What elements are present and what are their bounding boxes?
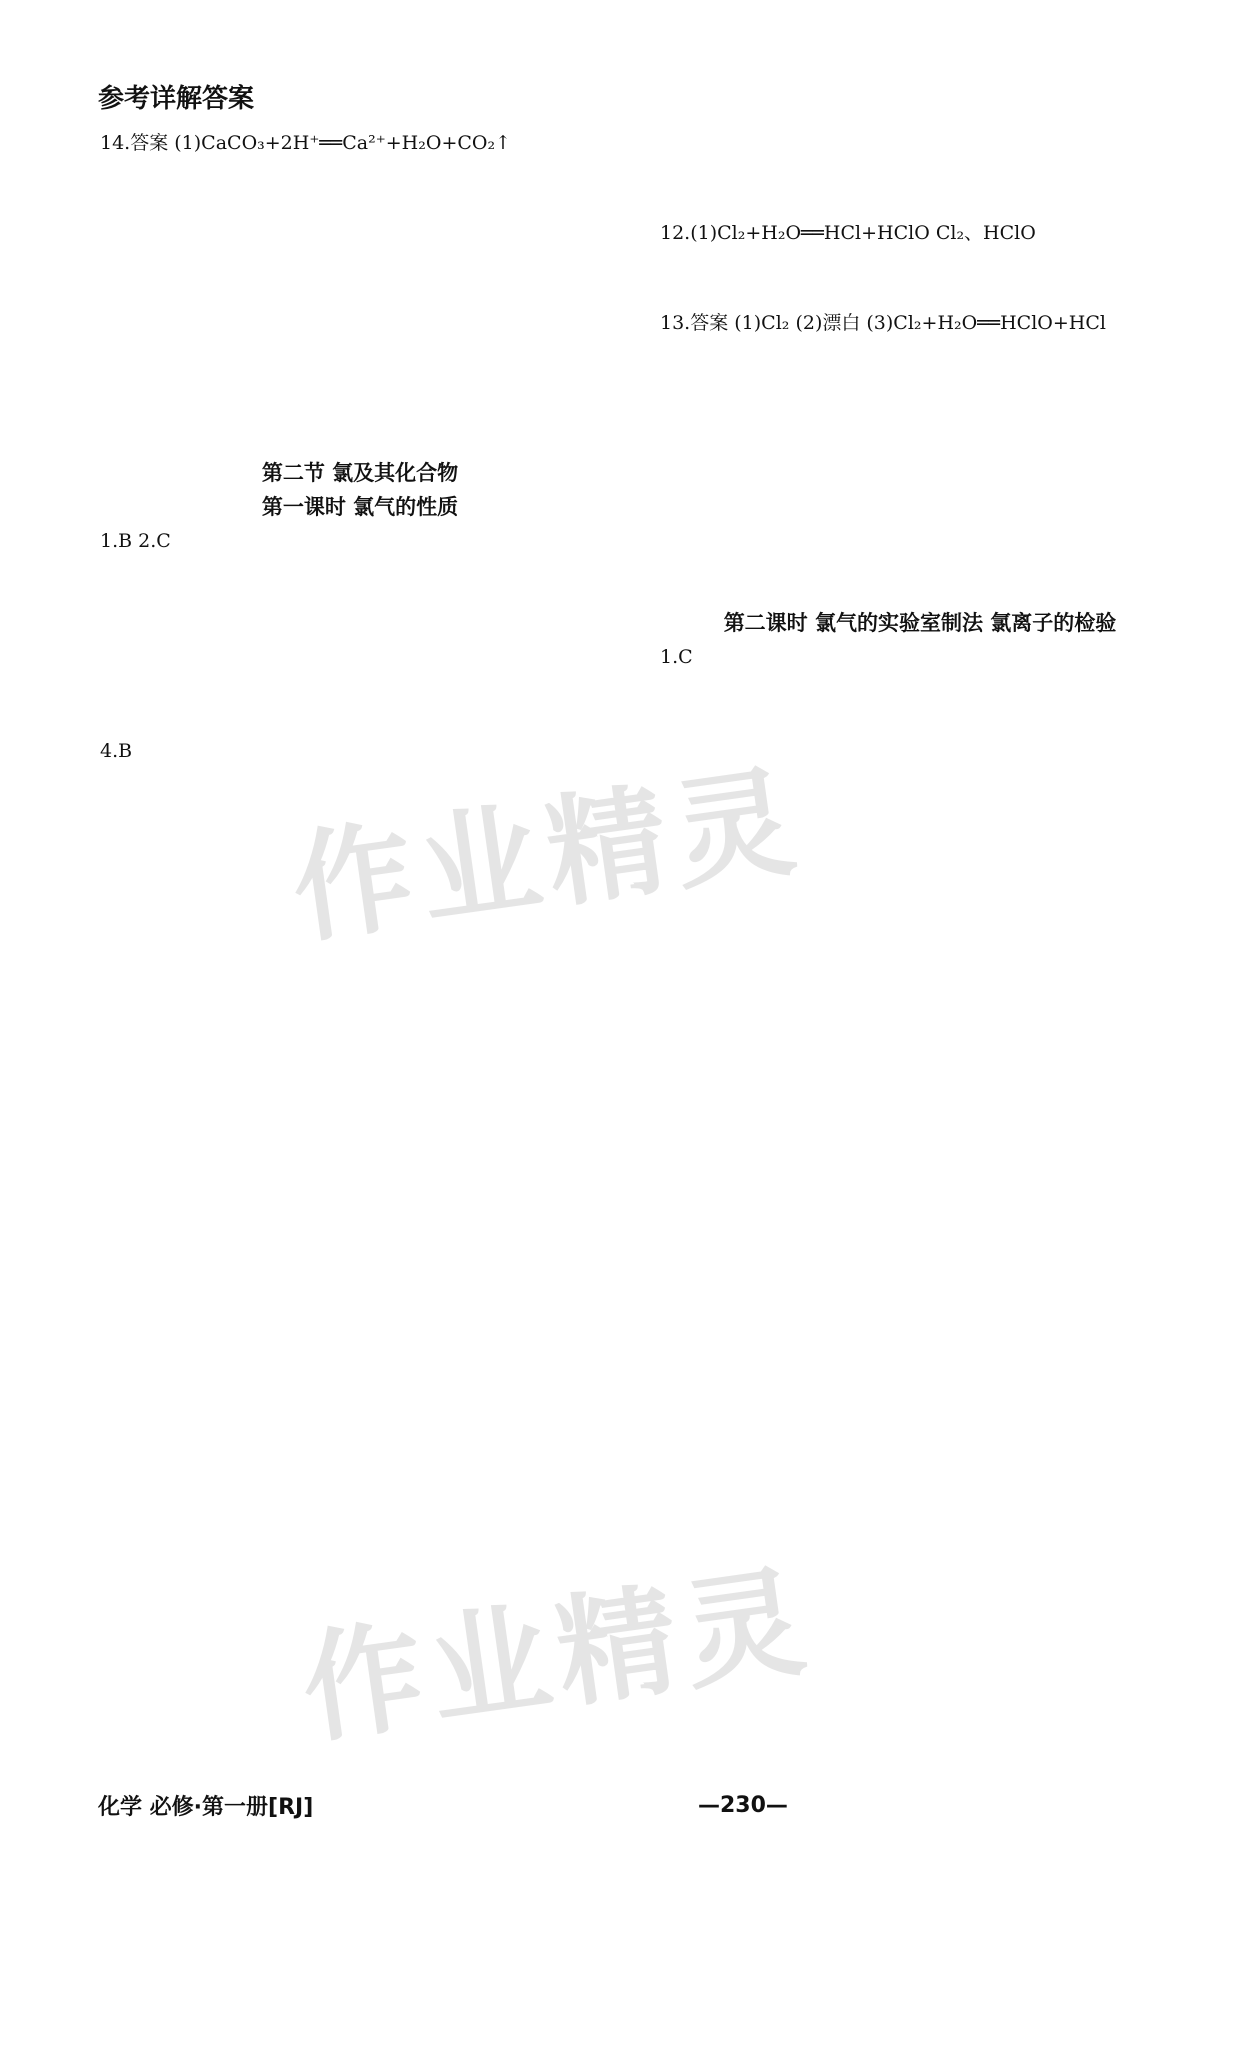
answer-line bbox=[100, 1456, 620, 1486]
answer-line bbox=[660, 188, 1180, 218]
answer-line bbox=[660, 128, 1180, 158]
page-footer bbox=[98, 1790, 1158, 1821]
answer-line bbox=[660, 1272, 1180, 1302]
answer-line bbox=[660, 1722, 1180, 1752]
answer-line bbox=[100, 706, 620, 736]
answer-line bbox=[100, 1516, 620, 1546]
answer-line bbox=[100, 1486, 620, 1516]
answer-line bbox=[100, 428, 620, 458]
answer-line bbox=[660, 1182, 1180, 1212]
answer-line bbox=[660, 1002, 1180, 1032]
answer-line bbox=[100, 1096, 620, 1126]
answer-line bbox=[100, 1876, 620, 1906]
answer-line bbox=[660, 1962, 1180, 1992]
answer-line bbox=[660, 518, 1180, 548]
answer-line bbox=[660, 1482, 1180, 1512]
answer-line bbox=[660, 942, 1180, 972]
answer-line bbox=[100, 1366, 620, 1396]
answer-line bbox=[100, 1396, 620, 1426]
answer-line bbox=[660, 398, 1180, 428]
answer-line bbox=[100, 1936, 620, 1966]
right-column bbox=[660, 128, 1180, 2022]
answer-line bbox=[100, 1126, 620, 1156]
answer-line bbox=[100, 1276, 620, 1306]
answer-line bbox=[660, 912, 1180, 942]
answer-line bbox=[100, 2026, 620, 2056]
answer-line bbox=[100, 616, 620, 646]
answer-line: 13.答案 (1)Cl₂ (2)漂白 (3)Cl₂+H₂O══HClO+HCl bbox=[660, 312, 1106, 334]
answer-line bbox=[100, 218, 620, 248]
answer-line bbox=[660, 248, 1180, 278]
answer-line bbox=[660, 1332, 1180, 1362]
answer-line bbox=[660, 1992, 1180, 2022]
answer-line bbox=[660, 1392, 1180, 1422]
answer-line bbox=[100, 586, 620, 616]
answer-line bbox=[100, 1756, 620, 1786]
answer-line bbox=[660, 1422, 1180, 1452]
answer-line bbox=[660, 1302, 1180, 1332]
answer-line bbox=[660, 278, 1180, 308]
answer-line: 14.答案 (1)CaCO₃+2H⁺══Ca²⁺+H₂O+CO₂↑ bbox=[100, 132, 512, 154]
footer-subject: 化学 必修·第一册[RJ] bbox=[98, 1795, 314, 1820]
answer-line bbox=[100, 248, 620, 278]
answer-line bbox=[100, 398, 620, 428]
answer-line bbox=[100, 1246, 620, 1276]
answer-line bbox=[100, 308, 620, 338]
answer-line bbox=[100, 158, 620, 188]
page-header-title: 参考详解答案 bbox=[98, 84, 255, 114]
answer-line: 4.B bbox=[100, 740, 133, 762]
answer-line bbox=[660, 1122, 1180, 1152]
answer-line bbox=[660, 428, 1180, 458]
answer-line bbox=[100, 1036, 620, 1066]
answer-line bbox=[660, 1932, 1180, 1962]
watermark: 作业精灵 bbox=[284, 751, 811, 961]
answer-line bbox=[660, 1212, 1180, 1242]
answer-line bbox=[660, 548, 1180, 578]
answer-line bbox=[100, 976, 620, 1006]
answer-line bbox=[660, 1452, 1180, 1482]
answer-line bbox=[100, 1306, 620, 1336]
section-heading: 第二节 氯及其化合物 bbox=[261, 461, 459, 485]
answer-line bbox=[100, 1066, 620, 1096]
answer-line bbox=[660, 1362, 1180, 1392]
answer-line bbox=[100, 1006, 620, 1036]
answer-line: 1.C bbox=[660, 646, 693, 668]
answer-line bbox=[660, 702, 1180, 732]
answer-line bbox=[660, 1092, 1180, 1122]
answer-line bbox=[660, 672, 1180, 702]
answer-line bbox=[100, 188, 620, 218]
answer-line bbox=[100, 1156, 620, 1186]
answer-line: 1.B 2.C bbox=[100, 530, 171, 552]
answer-line bbox=[660, 368, 1180, 398]
answer-line bbox=[660, 1872, 1180, 1902]
watermark: 作业精灵 bbox=[294, 1551, 821, 1761]
answer-line bbox=[660, 1032, 1180, 1062]
answer-line bbox=[100, 676, 620, 706]
answer-line bbox=[660, 1752, 1180, 1782]
answer-line bbox=[660, 578, 1180, 608]
section-heading: 第一课时 氯气的性质 bbox=[261, 495, 459, 519]
page-number: —230— bbox=[698, 1793, 788, 1818]
answer-line bbox=[660, 1842, 1180, 1872]
answer-line bbox=[660, 1902, 1180, 1932]
answer-line bbox=[660, 1152, 1180, 1182]
answer-line bbox=[100, 556, 620, 586]
answer-line bbox=[100, 1996, 620, 2026]
answer-line bbox=[100, 1966, 620, 1996]
answer-line: 12.(1)Cl₂+H₂O══HCl+HClO Cl₂、HClO bbox=[660, 222, 1036, 244]
answer-line bbox=[660, 1062, 1180, 1092]
answer-line bbox=[100, 646, 620, 676]
answer-line bbox=[660, 488, 1180, 518]
answer-line bbox=[660, 458, 1180, 488]
answer-line bbox=[660, 338, 1180, 368]
answer-line bbox=[100, 338, 620, 368]
answer-line bbox=[660, 158, 1180, 188]
answer-line bbox=[100, 1186, 620, 1216]
answer-line bbox=[100, 1426, 620, 1456]
answer-line bbox=[660, 972, 1180, 1002]
section-heading: 第二课时 氯气的实验室制法 氯离子的检验 bbox=[723, 611, 1117, 635]
answer-line bbox=[100, 1216, 620, 1246]
answer-line bbox=[660, 1242, 1180, 1272]
left-column bbox=[100, 128, 620, 2056]
answer-line bbox=[100, 1336, 620, 1366]
answer-line bbox=[100, 278, 620, 308]
answer-line bbox=[100, 368, 620, 398]
answer-line bbox=[100, 1906, 620, 1936]
